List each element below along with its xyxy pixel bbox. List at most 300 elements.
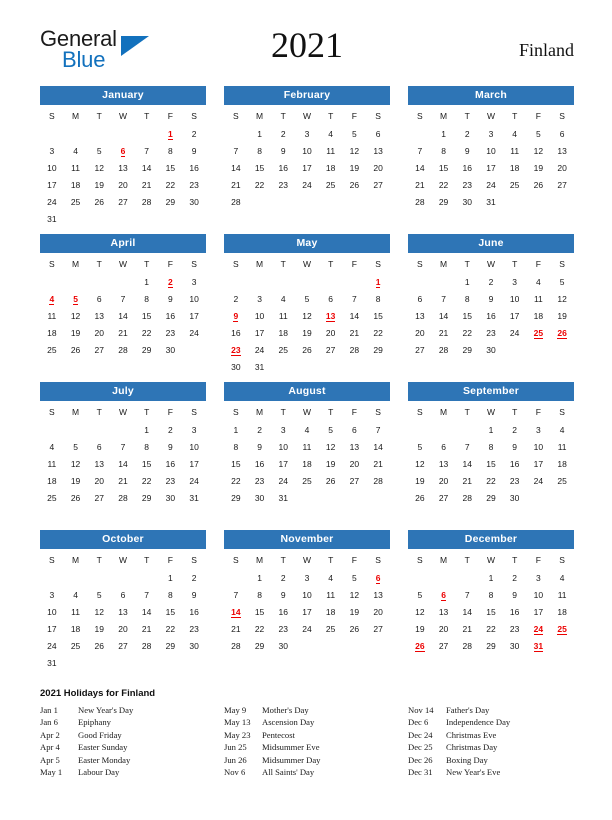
day-cell[interactable]: 26 [325,475,336,486]
day-cell[interactable]: 21 [118,327,128,338]
day-cell[interactable]: 7 [417,145,423,156]
day-cell[interactable]: 1 [257,572,262,583]
day-cell[interactable]: 25 [47,492,57,503]
day-cell[interactable]: 28 [141,640,152,651]
day-cell[interactable]: 25 [302,475,312,486]
day-cell[interactable]: 19 [533,162,544,173]
day-cell[interactable]: 18 [70,179,81,190]
day-cell[interactable]: 16 [278,162,288,173]
day-cell[interactable]: 29 [165,640,176,651]
day-cell[interactable]: 20 [94,475,104,486]
day-cell[interactable]: 11 [326,589,336,600]
day-cell[interactable]: 7 [464,441,470,452]
day-cell[interactable]: 29 [231,492,241,503]
day-cell[interactable]: 6 [417,293,423,304]
day-cell[interactable]: 10 [302,145,312,156]
day-cell[interactable]: 17 [302,606,312,617]
day-cell[interactable]: 16 [509,606,520,617]
day-cell[interactable]: 3 [304,572,310,583]
day-cell[interactable]: 22 [462,327,472,338]
day-cell[interactable]: 20 [438,623,449,634]
day-cell[interactable]: 21 [462,475,472,486]
day-cell[interactable]: 23 [254,475,265,486]
day-cell[interactable]: 20 [415,327,425,338]
day-cell[interactable]: 1 [464,276,470,287]
day-cell[interactable]: 26 [415,492,425,503]
day-cell[interactable]: 11 [326,145,336,156]
day-cell[interactable]: 27 [557,179,567,190]
day-cell[interactable]: 21 [118,475,128,486]
day-cell[interactable]: 4 [73,589,78,600]
day-cell[interactable]: 12 [94,162,104,173]
day-cell[interactable]: 8 [257,145,262,156]
day-cell[interactable]: 2 [191,572,197,583]
day-cell[interactable]: 3 [536,424,541,435]
day-cell[interactable]: 2 [280,128,286,139]
day-cell[interactable]: 24 [189,475,199,486]
day-cell[interactable]: 10 [189,441,199,452]
day-cell[interactable]: 30 [509,492,520,503]
day-cell[interactable]: 15 [486,458,496,469]
day-cell-holiday[interactable] [550,620,574,637]
day-cell[interactable]: 14 [118,310,128,321]
day-cell[interactable]: 15 [254,606,265,617]
day-cell[interactable]: 7 [464,589,470,600]
day-cell[interactable]: 5 [352,572,357,583]
day-cell[interactable]: 2 [280,572,286,583]
day-cell[interactable]: 23 [165,475,176,486]
day-cell[interactable]: 3 [280,424,286,435]
day-cell[interactable]: 20 [373,162,383,173]
day-cell[interactable]: 23 [278,179,288,190]
day-cell[interactable]: 23 [189,623,199,634]
day-cell[interactable]: 16 [486,310,496,321]
day-cell[interactable]: 16 [165,310,176,321]
day-cell[interactable]: 10 [533,441,544,452]
day-cell[interactable]: 13 [94,458,104,469]
day-cell[interactable]: 9 [191,145,197,156]
day-cell-holiday[interactable] [319,307,343,324]
day-cell[interactable]: 24 [47,196,57,207]
day-cell[interactable]: 1 [233,424,239,435]
day-cell[interactable]: 27 [438,492,449,503]
day-cell[interactable]: 13 [415,310,425,321]
day-cell[interactable]: 8 [168,145,173,156]
day-cell[interactable]: 19 [349,606,360,617]
day-cell[interactable]: 3 [512,276,518,287]
day-cell[interactable]: 6 [559,128,565,139]
day-cell[interactable]: 17 [509,310,520,321]
day-cell[interactable]: 18 [47,475,57,486]
day-cell[interactable]: 12 [557,293,567,304]
day-cell[interactable]: 8 [144,293,150,304]
day-cell[interactable]: 19 [557,310,567,321]
day-cell[interactable]: 28 [118,492,128,503]
day-cell[interactable]: 13 [373,589,383,600]
day-cell[interactable]: 14 [462,458,472,469]
day-cell[interactable]: 28 [118,344,128,355]
day-cell[interactable]: 9 [512,589,518,600]
day-cell[interactable]: 5 [304,293,310,304]
day-cell[interactable]: 26 [94,196,104,207]
day-cell[interactable]: 29 [141,344,152,355]
day-cell[interactable]: 14 [373,441,383,452]
day-cell[interactable]: 2 [464,128,470,139]
day-cell[interactable]: 22 [486,623,496,634]
day-cell[interactable]: 27 [94,492,104,503]
day-cell[interactable]: 3 [488,128,494,139]
day-cell[interactable]: 22 [438,179,449,190]
day-cell[interactable]: 16 [165,458,176,469]
day-cell[interactable]: 25 [509,179,520,190]
day-cell[interactable]: 22 [231,475,241,486]
day-cell[interactable]: 30 [189,640,199,651]
day-cell[interactable]: 11 [510,145,520,156]
day-cell[interactable]: 29 [486,640,496,651]
day-cell[interactable]: 18 [325,606,336,617]
day-cell[interactable]: 5 [417,441,423,452]
day-cell[interactable]: 8 [441,145,446,156]
day-cell[interactable]: 18 [325,162,336,173]
day-cell[interactable]: 25 [70,196,81,207]
day-cell[interactable]: 19 [70,327,81,338]
day-cell[interactable]: 9 [191,589,197,600]
day-cell[interactable]: 14 [438,310,449,321]
day-cell[interactable]: 1 [488,572,494,583]
day-cell[interactable]: 25 [325,623,336,634]
day-cell[interactable]: 3 [257,293,262,304]
day-cell[interactable]: 22 [373,327,383,338]
day-cell[interactable]: 9 [512,441,518,452]
day-cell[interactable]: 3 [191,424,197,435]
day-cell[interactable]: 7 [120,441,126,452]
day-cell[interactable]: 26 [302,344,312,355]
day-cell[interactable]: 15 [438,162,449,173]
day-cell-holiday[interactable] [550,324,574,341]
day-cell-holiday[interactable] [366,569,390,586]
day-cell[interactable]: 30 [165,492,176,503]
day-cell[interactable]: 24 [278,475,288,486]
day-cell[interactable]: 4 [328,572,334,583]
day-cell[interactable]: 26 [94,640,104,651]
day-cell[interactable]: 23 [165,327,176,338]
day-cell[interactable]: 26 [70,344,81,355]
day-cell[interactable]: 13 [557,145,567,156]
day-cell[interactable]: 5 [559,276,565,287]
day-cell[interactable]: 25 [70,640,81,651]
day-cell[interactable]: 30 [165,344,176,355]
day-cell[interactable]: 21 [349,327,360,338]
day-cell[interactable]: 11 [71,162,80,173]
day-cell[interactable]: 20 [438,475,449,486]
day-cell[interactable]: 10 [47,162,57,173]
day-cell[interactable]: 8 [464,293,470,304]
day-cell[interactable]: 15 [231,458,241,469]
day-cell[interactable]: 4 [559,424,565,435]
day-cell[interactable]: 17 [533,458,544,469]
day-cell[interactable]: 16 [278,606,288,617]
day-cell[interactable]: 25 [47,344,57,355]
day-cell[interactable]: 19 [325,458,336,469]
day-cell[interactable]: 8 [488,589,494,600]
day-cell[interactable]: 15 [165,606,176,617]
day-cell[interactable]: 4 [304,424,310,435]
day-cell[interactable]: 8 [233,441,239,452]
day-cell[interactable]: 18 [278,327,288,338]
day-cell[interactable]: 20 [325,327,336,338]
day-cell[interactable]: 1 [168,572,173,583]
day-cell[interactable]: 8 [488,441,494,452]
day-cell[interactable]: 23 [462,179,472,190]
day-cell[interactable]: 10 [254,310,265,321]
day-cell[interactable]: 30 [486,344,496,355]
day-cell[interactable]: 11 [47,458,57,469]
day-cell[interactable]: 15 [165,162,176,173]
day-cell[interactable]: 17 [47,179,57,190]
day-cell[interactable]: 17 [189,458,199,469]
day-cell[interactable]: 13 [438,606,449,617]
day-cell[interactable]: 4 [512,128,518,139]
day-cell[interactable]: 18 [302,458,312,469]
day-cell-holiday[interactable] [527,620,551,637]
day-cell[interactable]: 29 [254,640,265,651]
day-cell[interactable]: 21 [231,623,241,634]
day-cell[interactable]: 22 [254,623,265,634]
day-cell[interactable]: 4 [536,276,541,287]
day-cell[interactable]: 5 [73,441,78,452]
day-cell[interactable]: 21 [373,458,383,469]
day-cell[interactable]: 17 [254,327,265,338]
day-cell[interactable]: 22 [165,623,176,634]
day-cell[interactable]: 30 [231,361,241,372]
day-cell[interactable]: 10 [278,441,288,452]
day-cell[interactable]: 10 [47,606,57,617]
day-cell[interactable]: 27 [94,344,104,355]
day-cell[interactable]: 12 [349,589,360,600]
day-cell[interactable]: 9 [488,293,494,304]
day-cell[interactable]: 25 [278,344,288,355]
day-cell[interactable]: 9 [464,145,470,156]
day-cell[interactable]: 28 [349,344,360,355]
day-cell[interactable]: 2 [233,293,239,304]
day-cell[interactable]: 12 [533,145,544,156]
day-cell[interactable]: 5 [352,128,357,139]
day-cell-holiday[interactable] [224,603,248,620]
day-cell[interactable]: 1 [257,128,262,139]
day-cell[interactable]: 31 [47,657,57,668]
day-cell[interactable]: 9 [257,441,262,452]
day-cell[interactable]: 28 [438,344,449,355]
day-cell[interactable]: 16 [462,162,472,173]
day-cell[interactable]: 18 [557,458,567,469]
day-cell[interactable]: 19 [415,623,425,634]
day-cell[interactable]: 23 [509,623,520,634]
day-cell[interactable]: 21 [462,623,472,634]
day-cell[interactable]: 15 [462,310,472,321]
day-cell-holiday[interactable] [40,290,64,307]
day-cell[interactable]: 11 [47,310,57,321]
day-cell[interactable]: 27 [373,623,383,634]
day-cell[interactable]: 14 [415,162,425,173]
day-cell[interactable]: 2 [488,276,494,287]
day-cell[interactable]: 23 [486,327,496,338]
day-cell[interactable]: 1 [488,424,494,435]
day-cell[interactable]: 10 [302,589,312,600]
day-cell[interactable]: 27 [118,640,128,651]
day-cell[interactable]: 17 [189,310,199,321]
day-cell[interactable]: 28 [373,475,383,486]
day-cell[interactable]: 12 [70,310,81,321]
day-cell[interactable]: 28 [462,640,472,651]
day-cell[interactable]: 11 [71,606,80,617]
day-cell[interactable]: 15 [141,310,152,321]
day-cell[interactable]: 24 [47,640,57,651]
day-cell[interactable]: 14 [349,310,360,321]
day-cell[interactable]: 5 [536,128,541,139]
day-cell[interactable]: 12 [302,310,312,321]
day-cell-holiday[interactable] [159,273,183,290]
day-cell[interactable]: 3 [304,128,310,139]
day-cell[interactable]: 30 [189,196,199,207]
day-cell[interactable]: 6 [328,293,334,304]
day-cell[interactable]: 26 [349,179,360,190]
day-cell[interactable]: 20 [557,162,567,173]
day-cell[interactable]: 24 [302,179,312,190]
day-cell[interactable]: 9 [280,589,286,600]
day-cell[interactable]: 22 [486,475,496,486]
day-cell[interactable]: 15 [373,310,383,321]
day-cell[interactable]: 17 [486,162,496,173]
day-cell[interactable]: 28 [141,196,152,207]
day-cell[interactable]: 29 [373,344,383,355]
day-cell[interactable]: 28 [462,492,472,503]
day-cell[interactable]: 21 [141,623,152,634]
day-cell[interactable]: 2 [257,424,262,435]
day-cell[interactable]: 5 [328,424,334,435]
day-cell[interactable]: 25 [325,179,336,190]
day-cell[interactable]: 2 [168,424,173,435]
day-cell[interactable]: 28 [231,640,241,651]
day-cell[interactable]: 23 [189,179,199,190]
day-cell[interactable]: 15 [254,162,265,173]
day-cell-holiday[interactable] [527,324,551,341]
day-cell[interactable]: 11 [533,293,543,304]
day-cell[interactable]: 24 [254,344,265,355]
day-cell[interactable]: 5 [96,145,102,156]
day-cell-holiday[interactable] [408,637,432,654]
day-cell[interactable]: 12 [415,606,425,617]
day-cell[interactable]: 30 [509,640,520,651]
day-cell[interactable]: 18 [47,327,57,338]
day-cell[interactable]: 7 [144,145,150,156]
day-cell[interactable]: 21 [141,179,152,190]
day-cell[interactable]: 10 [486,145,496,156]
day-cell[interactable]: 10 [189,293,199,304]
day-cell[interactable]: 14 [141,162,152,173]
day-cell[interactable]: 12 [415,458,425,469]
day-cell[interactable]: 6 [441,441,446,452]
day-cell[interactable]: 8 [168,589,173,600]
day-cell[interactable]: 20 [118,179,128,190]
day-cell[interactable]: 19 [349,162,360,173]
day-cell[interactable]: 6 [375,128,381,139]
day-cell[interactable]: 20 [118,623,128,634]
day-cell[interactable]: 22 [254,179,265,190]
day-cell[interactable]: 7 [144,589,150,600]
day-cell[interactable]: 22 [141,475,152,486]
day-cell[interactable]: 5 [96,589,102,600]
day-cell[interactable]: 7 [441,293,446,304]
day-cell[interactable]: 26 [533,179,544,190]
day-cell[interactable]: 2 [191,128,197,139]
day-cell[interactable]: 20 [373,606,383,617]
day-cell[interactable]: 18 [509,162,520,173]
day-cell[interactable]: 15 [141,458,152,469]
day-cell[interactable]: 19 [94,623,104,634]
day-cell[interactable]: 23 [278,623,288,634]
day-cell[interactable]: 9 [168,441,173,452]
day-cell[interactable]: 16 [189,606,199,617]
day-cell[interactable]: 4 [559,572,565,583]
day-cell[interactable]: 19 [415,475,425,486]
day-cell[interactable]: 28 [231,196,241,207]
day-cell[interactable]: 11 [557,441,567,452]
day-cell[interactable]: 26 [70,492,81,503]
day-cell[interactable]: 17 [533,606,544,617]
day-cell-holiday[interactable] [527,637,551,654]
day-cell[interactable]: 17 [47,623,57,634]
day-cell[interactable]: 10 [509,293,520,304]
day-cell[interactable]: 13 [118,162,128,173]
day-cell[interactable]: 27 [349,475,360,486]
day-cell[interactable]: 18 [70,623,81,634]
day-cell[interactable]: 28 [415,196,425,207]
day-cell[interactable]: 1 [144,424,150,435]
day-cell[interactable]: 31 [254,361,265,372]
day-cell[interactable]: 3 [49,589,55,600]
day-cell[interactable]: 4 [280,293,286,304]
day-cell[interactable]: 9 [168,293,173,304]
day-cell[interactable]: 5 [417,589,423,600]
day-cell[interactable]: 16 [189,162,199,173]
day-cell[interactable]: 16 [509,458,520,469]
day-cell[interactable]: 31 [278,492,288,503]
day-cell[interactable]: 4 [328,128,334,139]
day-cell-holiday[interactable] [432,586,456,603]
day-cell-holiday[interactable] [111,142,135,159]
day-cell-holiday[interactable] [224,307,248,324]
day-cell[interactable]: 7 [375,424,381,435]
day-cell[interactable]: 29 [438,196,449,207]
day-cell[interactable]: 11 [302,441,312,452]
day-cell[interactable]: 11 [557,589,567,600]
day-cell[interactable]: 14 [231,162,241,173]
day-cell[interactable]: 27 [415,344,425,355]
day-cell[interactable]: 12 [70,458,81,469]
day-cell[interactable]: 24 [533,475,544,486]
day-cell[interactable]: 4 [73,145,78,156]
day-cell[interactable]: 17 [278,458,288,469]
day-cell[interactable]: 25 [557,475,567,486]
day-cell-holiday[interactable] [224,341,248,358]
day-cell[interactable]: 7 [120,293,126,304]
day-cell[interactable]: 2 [512,572,518,583]
day-cell[interactable]: 6 [96,441,102,452]
day-cell[interactable]: 30 [462,196,472,207]
day-cell[interactable]: 4 [49,441,55,452]
day-cell[interactable]: 16 [231,327,241,338]
day-cell[interactable]: 3 [191,276,197,287]
